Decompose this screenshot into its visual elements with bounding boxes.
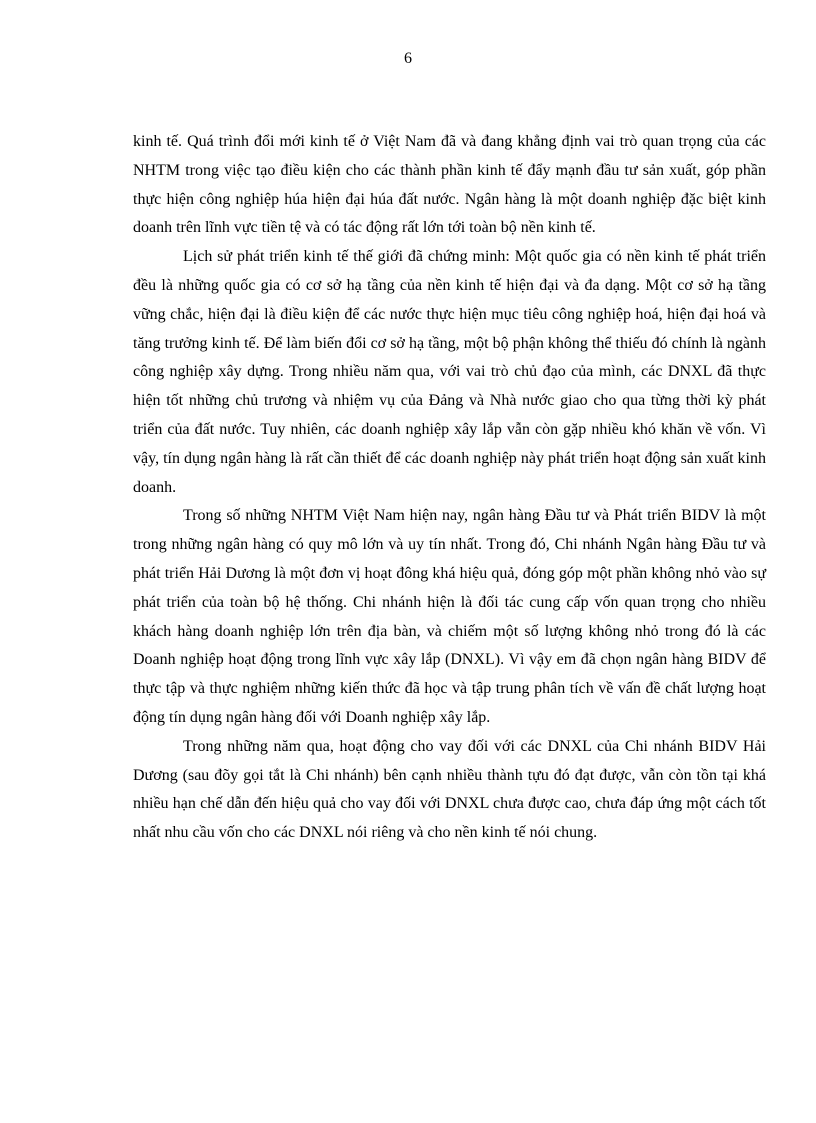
- paragraph-bidv-branch: Trong số những NHTM Việt Nam hiện nay, ngân hàng Đầu tư và Phát triển BIDV là một trong những ngân hàng có quy mô lớn và uy tín nhất. Trong đó, Chi nhánh Ngân hàng Đầu tư và phát triển Hải Dương là một đơn vị hoạt đông khá hiệu quả, đóng góp một phần không nhỏ vào sự phát triển của toàn bộ hệ thống. Chi nhánh hiện là đối tác cung cấp vốn quan trọng cho nhiều khách hàng doanh nghiệp lớn trên địa bàn, và chiếm một số lượng không nhỏ trong đó là các Doanh nghiệp hoạt động trong lĩnh vực xây lắp (DNXL). Vì vậy em đã chọn ngân hàng BIDV để thực tập và thực nghiệm những kiến thức đã học và tập trung phân tích về vấn đề chất lượng hoạt động tín dụng ngân hàng đối với Doanh nghiệp xây lắp.: [133, 507, 766, 726]
- paragraph-economic-history: Lịch sử phát triển kinh tế thế giới đã chứng minh: Một quốc gia có nền kinh tế phát triển đều là những quốc gia có cơ sở hạ tầng của nền kinh tế hiện đại và đa dạng. Một cơ sở hạ tầng vững chắc, hiện đại là điều kiện để các nước thực hiện mục tiêu công nghiệp hoá, hiện đại hoá và tăng trưởng kinh tế. Để làm biến đổi cơ sở hạ tầng, một bộ phận không thể thiếu đó chính là ngành công nghiệp xây dựng. Trong nhiều năm qua, với vai trò chủ đạo của mình, các DNXL đã thực hiện tốt những chủ trương và nhiệm vụ của Đảng và Nhà nước giao cho qua từng thời kỳ phát triển của đất nước. Tuy nhiên, các doanh nghiệp xây lắp vẫn còn gặp nhiều khó khăn về vốn. Vì vậy, tín dụng ngân hàng là rất cần thiết để các doanh nghiệp này phát triển hoạt động sản xuất kinh doanh.: [133, 248, 766, 496]
- page-number: 6: [404, 50, 412, 67]
- paragraph-continued: kinh tế. Quá trình đổi mới kinh tế ở Việt Nam đã và đang khẳng định vai trò quan trọng của các NHTM trong việc tạo điều kiện cho các thành phần kinh tế đẩy mạnh đầu tư sản xuất, góp phần thực hiện công nghiệp húa hiện đại húa đất nước. Ngân hàng là một doanh nghiệp đặc biệt kinh doanh trên lĩnh vực tiền tệ và có tác động rất lớn tới toàn bộ nền kinh tế.: [133, 133, 766, 237]
- paragraph-lending-limitations: Trong những năm qua, hoạt động cho vay đối với các DNXL của Chi nhánh BIDV Hải Dương (sau đõy gọi tắt là Chi nhánh) bên cạnh nhiều thành tựu đó đạt được, vẫn còn tồn tại khá nhiều hạn chế dẫn đến hiệu quả cho vay đối với DNXL chưa được cao, chưa đáp ứng một cách tốt nhất nhu cầu vốn cho các DNXL nói riêng và cho nền kinh tế nói chung.: [133, 737, 766, 842]
- body-text: [133, 128, 766, 848]
